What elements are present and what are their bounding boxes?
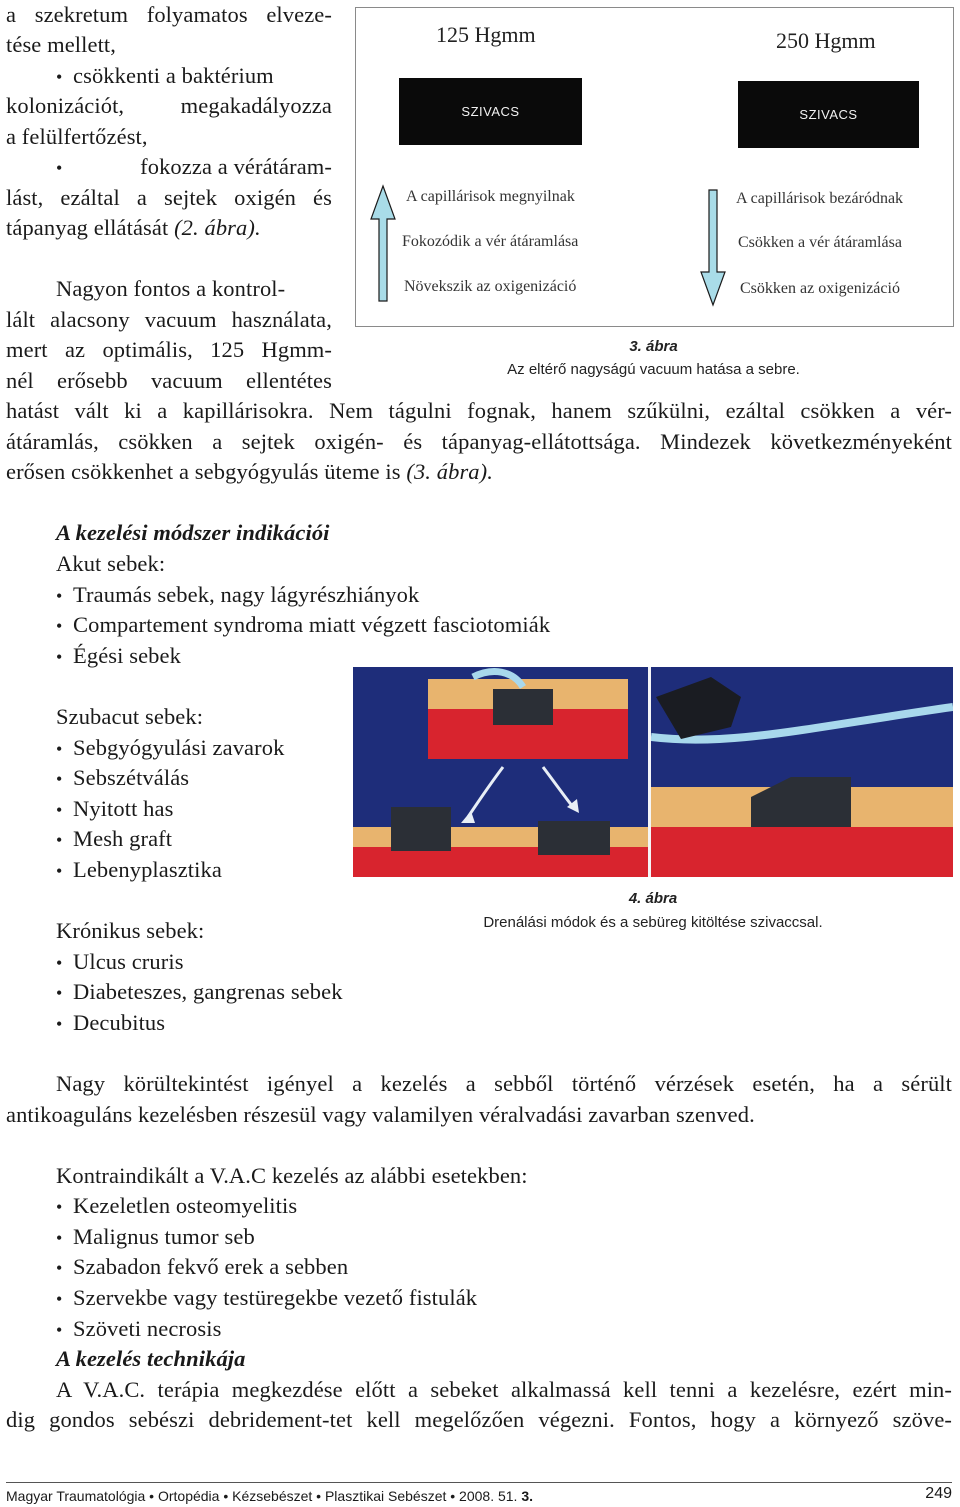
text-line: a felülfertőzést, (6, 124, 148, 149)
text-line: a szekretum folyamatos elveze- (6, 2, 332, 27)
text-line: mert az optimális, 125 Hgmm- (6, 337, 332, 362)
bullet-item: • csökkenti a baktérium (56, 61, 274, 93)
arrow-up-icon (368, 183, 398, 303)
footer-divider (6, 1482, 952, 1483)
arrow-down-icon (698, 188, 728, 308)
list-item: • Compartement syndroma miatt végzett fasciotomiák (56, 610, 550, 642)
right-effect-line-3: Csökken az oxigenizáció (740, 280, 900, 297)
indications-heading: A kezelési módszer indikációi (56, 520, 330, 545)
paragraph-start: Nagyon fontos a kontrol- (56, 276, 286, 301)
list-item: • Malignus tumor seb (56, 1222, 255, 1254)
text-line: lált alacsony vacuum használata, (6, 307, 332, 332)
fig4-right-panel (651, 667, 953, 877)
text-line: lást, ezáltal a sejtek oxigén és (6, 185, 332, 210)
text-line: tése mellett, (6, 32, 117, 57)
list-item: • Égési sebek (56, 641, 181, 673)
subacute-label: Szubacut sebek: (56, 704, 204, 729)
right-effect-line-2: Csökken a vér átáramlása (738, 234, 902, 251)
text-line: tápanyag ellátását (2. ábra). (6, 215, 261, 240)
acute-label: Akut sebek: (56, 551, 166, 576)
list-item: • Sebszétválás (56, 763, 189, 795)
bullet-item: • fokozza a vérátáram- (56, 152, 332, 184)
figure-3-caption-text: Az eltérő nagyságú vacuum hatása a sebre. (507, 361, 800, 378)
list-item: • Szöveti necrosis (56, 1314, 221, 1346)
foam-dressing-illustration (651, 667, 953, 877)
text-line: nél erősebb vacuum ellentétes (6, 368, 332, 393)
left-sponge-block: SZIVACS (399, 78, 582, 145)
list-item: • Szervekbe vagy testüregekbe vezető fistulák (56, 1283, 477, 1315)
chronic-label: Krónikus sebek: (56, 918, 205, 943)
wound-drainage-illustration (353, 667, 648, 877)
page-number: 249 (925, 1485, 952, 1502)
left-effect-line-2: Fokozódik a vér átáramlása (402, 233, 579, 250)
right-sponge-block: SZIVACS (738, 81, 919, 148)
left-pressure-label: 125 Hgmm (436, 22, 536, 47)
text-line: A V.A.C. terápia megkezdése előtt a sebeket alkalmassá kell tenni a kezelésre, ezért min- (56, 1377, 952, 1402)
list-item: • Nyitott has (56, 794, 173, 826)
fig4-left-panel (353, 667, 648, 877)
list-item: • Mesh graft (56, 824, 172, 856)
list-item: • Szabadon fekvő erek a sebben (56, 1252, 348, 1284)
technique-heading: A kezelés technikája (56, 1346, 246, 1371)
text-line: kolonizációt, megakadályozza (6, 93, 332, 118)
list-item: • Diabeteszes, gangrenas sebek (56, 977, 343, 1009)
list-item: • Sebgyógyulási zavarok (56, 733, 284, 765)
figure-3-vacuum-effect (355, 7, 954, 327)
list-item: • Decubitus (56, 1008, 165, 1040)
journal-citation: Magyar Traumatológia • Ortopédia • Kézsebészet • Plasztikai Sebészet • 2008. 51. 3. (6, 1488, 534, 1504)
text-line: Nagy körültekintést igényel a kezelés a sebből történő vérzések esetén, ha a sérült (56, 1071, 952, 1096)
list-item: • Traumás sebek, nagy lágyrészhiányok (56, 580, 419, 612)
text-line: hatást vált ki a kapillárisokra. Nem tágulni fognak, hanem szűkülni, ezáltal csökken a vér- (6, 398, 952, 423)
figure-3-caption-title: 3. ábra (629, 338, 678, 355)
right-effect-line-1: A capillárisok bezáródnak (736, 190, 904, 207)
left-effect-line-3: Növekszik az oxigenizáció (404, 278, 577, 295)
right-pressure-label: 250 Hgmm (776, 28, 876, 53)
left-effect-line-1: A capillárisok megnyilnak (406, 188, 575, 205)
list-item: • Ulcus cruris (56, 947, 184, 979)
text-line: átáramlás, csökken a sejtek oxigén- és tápanyag-ellátottsága. Mindezek következményeként (6, 429, 952, 454)
text-line: antikoaguláns kezelésben részesül vagy valamilyen véralvadási zavarban szenved. (6, 1102, 755, 1127)
text-line: erősen csökkenhet a sebgyógyulás üteme is (3. ábra). (6, 459, 493, 484)
contra-label: Kontraindikált a V.A.C kezelés az alábbi esetekben: (56, 1163, 528, 1188)
text-line: dig gondos sebészi debridement-tet kell megelőzően végezni. Fontos, hogy a környező szöve- (6, 1407, 952, 1432)
figure-4-caption-title: 4. ábra (628, 890, 678, 907)
list-item: • Kezeletlen osteomyelitis (56, 1191, 297, 1223)
figure-4-drainage-illustration (353, 667, 953, 877)
list-item: • Lebenyplasztika (56, 855, 222, 887)
figure-4-caption-text: Drenálási módok és a sebüreg kitöltése szivaccsal. (483, 914, 823, 931)
